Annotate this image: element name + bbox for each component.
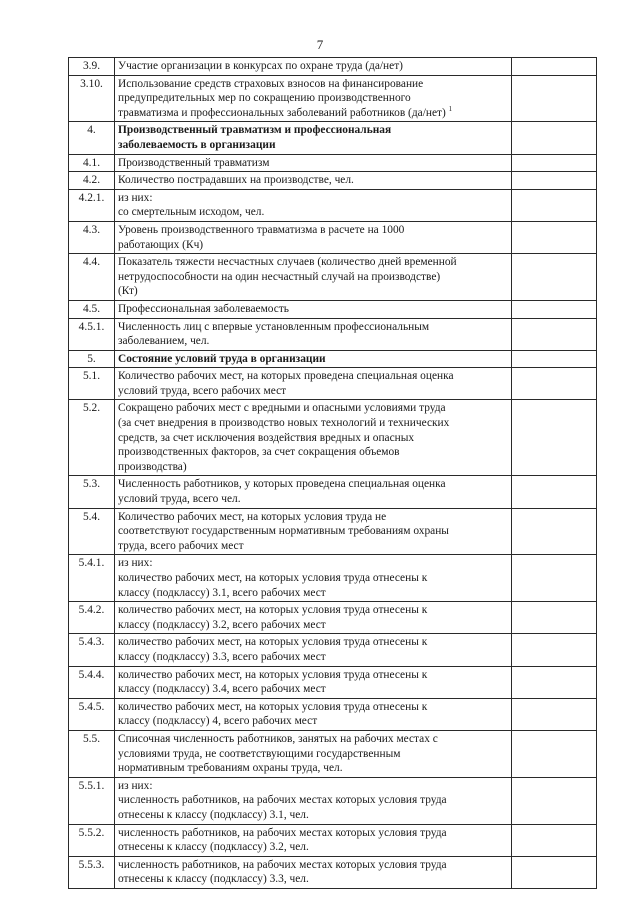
indicator-text: Количество пострадавших на производстве, чел. [118, 174, 354, 187]
indicator-line [118, 714, 508, 729]
indicator-text: классу (подклассу) 3.1, всего рабочих мест [118, 586, 326, 599]
value-cell[interactable] [512, 698, 597, 730]
indicator-line [118, 320, 508, 335]
value-cell[interactable] [512, 730, 597, 777]
indicator-cell [115, 856, 512, 888]
indicator-line [118, 284, 508, 299]
indicator-text: отнесены к классу (подклассу) 3.1, чел. [118, 808, 309, 821]
row-number-cell: 5.4.4. [69, 666, 115, 698]
indicator-text: Уровень производственного травматизма в расчете на 1000 [118, 223, 405, 236]
indicator-cell [115, 122, 512, 154]
indicator-text: из них: [118, 779, 153, 792]
value-cell[interactable] [512, 777, 597, 824]
indicator-line [118, 524, 508, 539]
indicator-line [118, 872, 508, 887]
row-number-cell: 5.5.3. [69, 856, 115, 888]
indicator-text: (за счет внедрения в производство новых технологий и технических [118, 417, 450, 430]
indicator-line [118, 635, 508, 650]
indicator-cell [115, 368, 512, 400]
indicator-text: количество рабочих мест, на которых условия труда отнесены к [118, 604, 428, 617]
table-row [69, 666, 597, 698]
indicator-line [118, 352, 508, 367]
indicator-line [118, 91, 508, 106]
indicator-cell [115, 58, 512, 76]
indicator-text: производства) [118, 460, 187, 473]
row-number-cell: 5.5.2. [69, 824, 115, 856]
table-row [69, 730, 597, 777]
indicator-text: численность работников, на рабочих местах которых условия труда [118, 858, 447, 871]
indicator-line [118, 477, 508, 492]
indicator-text: отнесены к классу (подклассу) 3.2, чел. [118, 841, 309, 854]
indicator-text: отнесены к классу (подклассу) 3.3, чел. [118, 873, 309, 886]
row-number-cell: 4. [69, 122, 115, 154]
row-number-cell: 5. [69, 350, 115, 368]
report-table [68, 57, 597, 889]
indicator-text: Количество рабочих мест, на которых условия труда не [118, 510, 387, 523]
indicator-text: численность работников, на рабочих местах которых условия труда [118, 826, 447, 839]
value-cell[interactable] [512, 856, 597, 888]
table-row [69, 221, 597, 253]
indicator-line [118, 59, 508, 74]
value-cell[interactable] [512, 476, 597, 508]
indicator-text: Участие организации в конкурсах по охране труда (да/нет) [118, 60, 403, 72]
footnote-marker: 1 [448, 104, 453, 113]
table-row [69, 777, 597, 824]
indicator-cell [115, 318, 512, 350]
indicator-line [118, 826, 508, 841]
indicator-line [118, 334, 508, 349]
row-number-cell: 3.10. [69, 75, 115, 122]
indicator-line [118, 840, 508, 855]
indicator-cell [115, 172, 512, 190]
indicator-line [118, 173, 508, 188]
value-cell[interactable] [512, 368, 597, 400]
indicator-line [118, 445, 508, 460]
indicator-cell [115, 189, 512, 221]
table-row [69, 634, 597, 666]
row-number-cell: 5.4.1. [69, 555, 115, 602]
indicator-cell [115, 824, 512, 856]
indicator-text: количество рабочих мест, на которых условия труда отнесены к [118, 572, 428, 584]
indicator-text: нетрудоспособности на один несчастный случай на производстве) [118, 270, 441, 283]
table-row [69, 122, 597, 154]
indicator-cell [115, 221, 512, 253]
table-row [69, 555, 597, 602]
value-cell[interactable] [512, 189, 597, 221]
value-cell[interactable] [512, 634, 597, 666]
indicator-text: Списочная численность работников, занятых на рабочих местах с [118, 732, 438, 745]
value-cell[interactable] [512, 350, 597, 368]
indicator-text: со смертельным исходом, чел. [118, 206, 265, 219]
indicator-text: численность работников, на рабочих местах которых условия труда [118, 794, 447, 807]
indicator-line [118, 302, 508, 317]
indicator-text: классу (подклассу) 3.4, всего рабочих мест [118, 683, 326, 696]
value-cell[interactable] [512, 221, 597, 253]
indicator-line [118, 779, 508, 794]
indicator-cell [115, 476, 512, 508]
indicator-cell [115, 350, 512, 368]
indicator-line [118, 401, 508, 416]
value-cell[interactable] [512, 154, 597, 172]
indicator-text: количество рабочих мест, на которых условия труда отнесены к [118, 700, 428, 713]
table-row [69, 824, 597, 856]
value-cell[interactable] [512, 666, 597, 698]
table-row [69, 476, 597, 508]
indicator-line [118, 668, 508, 683]
report-table-body [69, 58, 597, 889]
indicator-line [118, 460, 508, 475]
row-number-cell: 5.3. [69, 476, 115, 508]
indicator-line [118, 431, 508, 446]
indicator-text: условиями труда, не соответствующими государственным [118, 747, 401, 760]
indicator-text: условий труда, всего рабочих мест [118, 384, 287, 397]
value-cell[interactable] [512, 172, 597, 190]
indicator-text: из них: [118, 191, 153, 204]
indicator-line [118, 369, 508, 384]
indicator-text: из них: [118, 557, 153, 570]
indicator-cell [115, 698, 512, 730]
indicator-line [118, 603, 508, 618]
row-number-cell: 4.5.1. [69, 318, 115, 350]
indicator-cell [115, 300, 512, 318]
indicator-text: классу (подклассу) 3.2, всего рабочих мест [118, 618, 326, 631]
table-row [69, 602, 597, 634]
indicator-text: предупредительных мер по сокращению производственного [118, 92, 411, 105]
value-cell[interactable] [512, 254, 597, 301]
table-row [69, 58, 597, 76]
indicator-line [118, 682, 508, 697]
page-number: 7 [316, 37, 324, 52]
row-number-cell: 3.9. [69, 58, 115, 76]
row-number-cell: 4.2.1. [69, 189, 115, 221]
table-row [69, 189, 597, 221]
indicator-text: Профессиональная заболеваемость [118, 302, 289, 315]
indicator-text: труда, всего рабочих мест [118, 539, 244, 552]
indicator-line [118, 618, 508, 633]
indicator-text: классу (подклассу) 4, всего рабочих мест [118, 715, 318, 728]
table-row [69, 368, 597, 400]
row-number-cell: 4.4. [69, 254, 115, 301]
value-cell[interactable] [512, 824, 597, 856]
value-cell[interactable] [512, 400, 597, 476]
indicator-text: Сокращено рабочих мест с вредными и опасными условиями труда [118, 402, 446, 415]
indicator-cell [115, 508, 512, 555]
indicator-line [118, 223, 508, 238]
indicator-text: соответствуют государственным нормативным требованиям охраны [118, 525, 449, 538]
indicator-line [118, 510, 508, 525]
indicator-line [118, 492, 508, 507]
indicator-line [118, 556, 508, 571]
indicator-text: Численность лиц с впервые установленным профессиональным [118, 320, 430, 333]
indicator-text: работающих (Кч) [118, 238, 204, 251]
value-cell[interactable] [512, 602, 597, 634]
table-row [69, 698, 597, 730]
indicator-line [118, 650, 508, 665]
indicator-text: нормативным требованиям охраны труда, чел. [118, 762, 343, 775]
indicator-line [118, 808, 508, 823]
value-cell[interactable] [512, 318, 597, 350]
indicator-cell [115, 730, 512, 777]
row-number-cell: 5.5.1. [69, 777, 115, 824]
indicator-line [118, 586, 508, 601]
indicator-line [118, 106, 508, 121]
row-number-cell: 5.5. [69, 730, 115, 777]
table-row [69, 318, 597, 350]
indicator-line [118, 747, 508, 762]
indicator-text: заболеванием, чел. [118, 335, 210, 348]
table-row [69, 154, 597, 172]
indicator-text: Показатель тяжести несчастных случаев (количество дней временной [118, 256, 457, 269]
value-cell[interactable] [512, 75, 597, 122]
row-number-cell: 5.4.2. [69, 602, 115, 634]
indicator-line [118, 270, 508, 285]
value-cell[interactable] [512, 58, 597, 76]
row-number-cell: 4.3. [69, 221, 115, 253]
indicator-text: средств, за счет исключения воздействия вредных и опасных [118, 431, 415, 444]
indicator-line [118, 191, 508, 206]
row-number-cell: 5.2. [69, 400, 115, 476]
table-row [69, 508, 597, 555]
indicator-line [118, 238, 508, 253]
row-number-cell: 5.4.3. [69, 634, 115, 666]
table-row [69, 300, 597, 318]
indicator-text: Производственный травматизм [118, 156, 270, 169]
indicator-text: заболеваемость в организации [118, 138, 276, 151]
indicator-text: Состояние условий труда в организации [118, 352, 326, 365]
value-cell[interactable] [512, 555, 597, 602]
indicator-cell [115, 75, 512, 122]
row-number-cell: 5.4. [69, 508, 115, 555]
indicator-cell [115, 777, 512, 824]
table-row [69, 75, 597, 122]
row-number-cell: 4.1. [69, 154, 115, 172]
indicator-cell [115, 634, 512, 666]
indicator-text: количество рабочих мест, на которых условия труда отнесены к [118, 636, 428, 649]
indicator-line [118, 77, 508, 92]
indicator-text: Численность работников, у которых проведена специальная оценка [118, 478, 446, 491]
value-cell[interactable] [512, 300, 597, 318]
indicator-text: травматизма и профессиональных заболеваний работников (да/нет) [118, 106, 446, 119]
indicator-text: (Кт) [118, 285, 138, 298]
table-row [69, 350, 597, 368]
value-cell[interactable] [512, 508, 597, 555]
indicator-line [118, 761, 508, 776]
indicator-line [118, 138, 508, 153]
indicator-text: Использование средств страховых взносов на финансирование [118, 77, 424, 90]
indicator-line [118, 123, 508, 138]
indicator-line [118, 858, 508, 873]
indicator-line [118, 539, 508, 554]
row-number-cell: 5.1. [69, 368, 115, 400]
indicator-line [118, 384, 508, 399]
indicator-text: классу (подклассу) 3.3, всего рабочих мест [118, 650, 326, 663]
table-row [69, 400, 597, 476]
indicator-text: условий труда, всего чел. [118, 493, 241, 506]
indicator-text: Количество рабочих мест, на которых проведена специальная оценка [118, 370, 454, 383]
value-cell[interactable] [512, 122, 597, 154]
indicator-text: количество рабочих мест, на которых условия труда отнесены к [118, 668, 428, 681]
row-number-cell: 4.2. [69, 172, 115, 190]
indicator-cell [115, 666, 512, 698]
indicator-line [118, 416, 508, 431]
indicator-text: производственных факторов, за счет сокращения объемов [118, 446, 400, 459]
indicator-line [118, 255, 508, 270]
indicator-line [118, 571, 508, 586]
row-number-cell: 5.4.5. [69, 698, 115, 730]
indicator-line [118, 732, 508, 747]
indicator-cell [115, 602, 512, 634]
indicator-line [118, 793, 508, 808]
indicator-cell [115, 154, 512, 172]
table-row [69, 254, 597, 301]
row-number-cell: 4.5. [69, 300, 115, 318]
indicator-text: Производственный травматизм и профессиональная [118, 124, 392, 137]
table-row [69, 172, 597, 190]
indicator-line [118, 700, 508, 715]
indicator-line [118, 205, 508, 220]
indicator-cell [115, 400, 512, 476]
indicator-cell [115, 254, 512, 301]
indicator-line [118, 156, 508, 171]
indicator-cell [115, 555, 512, 602]
table-row [69, 856, 597, 888]
